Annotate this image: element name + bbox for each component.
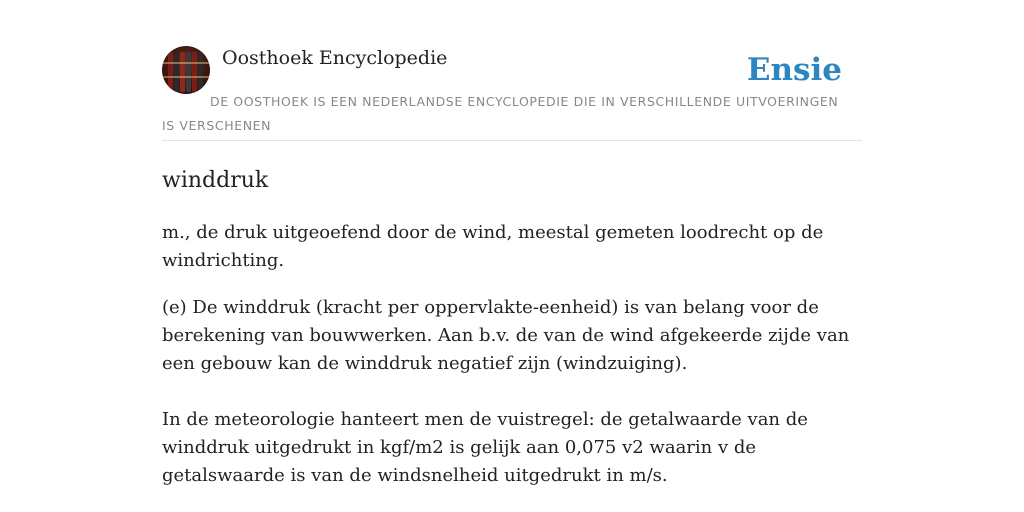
entry-paragraph: (e) De winddruk (kracht per oppervlakte-eenheid) is van belang voor de berekening van bouwwerken. Aan b.v. de van de wind afgekeerde zijde van een gebouw kan de winddruk negatief zijn (windzuiging). <box>162 297 850 374</box>
publication-header <box>162 46 862 141</box>
publication-name[interactable]: Oosthoek Encyclopedie <box>222 47 448 69</box>
entry-paragraph: In de meteorologie hanteert men de vuistregel: de getalwaarde van de winddruk uitgedrukt in kgf/m2 is gelijk aan 0,075 v2 waarin v de getalswaarde is van de windsnelheid uitgedrukt in m/s. <box>162 409 808 486</box>
brand-logo[interactable]: Ensie <box>746 52 842 88</box>
entry-title: winddruk <box>162 168 269 193</box>
publication-tagline: DE OOSTHOEK IS EEN NEDERLANDSE ENCYCLOPEDIE DIE IN VERSCHILLENDE UITVOERINGEN IS VERSCHENEN <box>162 94 839 133</box>
entry-definition: m., de druk uitgeoefend door de wind, meestal gemeten loodrecht op de windrichting. <box>162 222 824 271</box>
page-content <box>162 46 862 490</box>
bookshelf-icon[interactable] <box>162 46 210 94</box>
